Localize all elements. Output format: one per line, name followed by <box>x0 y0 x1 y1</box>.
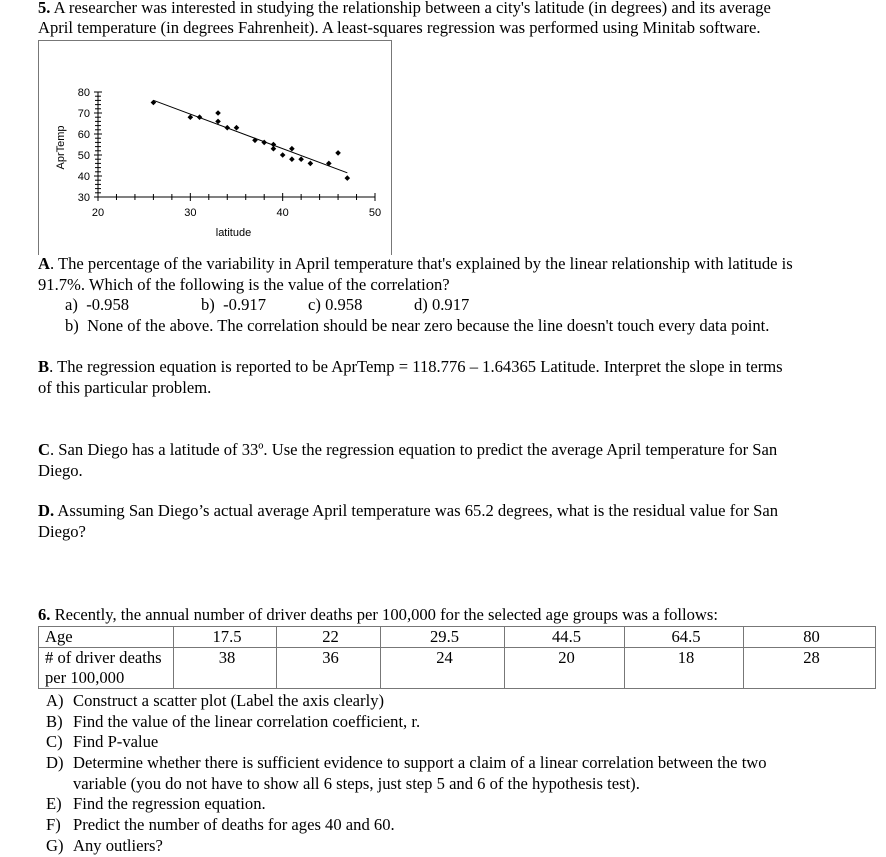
data-point-marker <box>252 138 258 144</box>
q6-intro <box>38 605 718 626</box>
item-text: Find P-value <box>73 732 159 751</box>
data-point-marker <box>289 146 295 152</box>
row-header-age: Age <box>39 627 174 648</box>
item-text: Find the value of the linear correlation coefficient, r. <box>73 712 421 731</box>
y-tick-label: 30 <box>77 192 90 204</box>
part-a-label: A <box>38 254 50 273</box>
y-axis-label: AprTemp <box>55 125 67 170</box>
q6-item-f <box>46 815 395 836</box>
data-point-marker <box>345 175 351 181</box>
y-tick-label: 50 <box>77 150 90 162</box>
data-point-marker <box>289 156 295 162</box>
x-tick-label: 50 <box>368 207 382 219</box>
part-c-text2: Diego. <box>38 461 83 480</box>
item-marker: F) <box>46 815 61 834</box>
item-text: Any outliers? <box>73 836 163 855</box>
q5-intro-text2: April temperature (in degrees Fahrenheit). A least-squares regression was performed using Minitab software. <box>38 18 761 37</box>
data-point-marker <box>197 114 203 120</box>
table-cell: 80 <box>744 627 876 648</box>
table-cell: 28 <box>744 648 876 689</box>
item-text: Predict the number of deaths for ages 40 and 60. <box>73 815 395 834</box>
part-c-label: C <box>38 440 50 459</box>
q6-intro-text: Recently, the annual number of driver deaths per 100,000 for the selected age groups was a follows: <box>50 605 718 624</box>
table-cell: 64.5 <box>625 627 744 648</box>
driver-deaths-table <box>38 626 876 689</box>
part-b-line2 <box>38 378 211 399</box>
part-d-text2: Diego? <box>38 522 86 541</box>
data-point-marker <box>215 110 221 116</box>
option-c[interactable] <box>308 295 362 316</box>
table-row-deaths <box>39 648 876 689</box>
table-cell: 36 <box>277 648 381 689</box>
option-d[interactable] <box>414 295 469 316</box>
y-tick-label: 60 <box>77 129 90 141</box>
q6-item-e <box>46 794 266 815</box>
x-tick-label: 40 <box>276 207 289 219</box>
option-b-text: -0.917 <box>223 295 266 314</box>
x-tick-label: 30 <box>184 207 197 219</box>
item-marker: C) <box>46 732 63 751</box>
part-c-text: . San Diego has a latitude of 33º. Use the regression equation to predict the average April temperature for San <box>49 440 778 459</box>
table-cell: 18 <box>625 648 744 689</box>
option-a-text: -0.958 <box>86 295 130 314</box>
table-cell: 38 <box>174 648 277 689</box>
item-text: Determine whether there is sufficient evidence to support a claim of a linear correlation between the two <box>73 753 767 772</box>
data-point-marker <box>280 152 286 158</box>
option-none-marker: b) <box>65 316 79 335</box>
row-header-deaths: # of driver deaths per 100,000 <box>39 648 174 689</box>
option-c-text: 0.958 <box>325 295 363 314</box>
item-text: Construct a scatter plot (Label the axis clearly) <box>73 691 385 710</box>
part-b-text2: of this particular problem. <box>38 378 212 397</box>
q6-item-a <box>46 691 384 712</box>
option-a[interactable] <box>65 295 129 314</box>
q6-item-d <box>46 753 767 774</box>
item-marker: E) <box>46 794 62 813</box>
y-tick-label: 40 <box>77 171 90 183</box>
item-marker: G) <box>46 836 64 855</box>
part-a-text2: 91.7%. Which of the following is the value of the correlation? <box>38 275 450 294</box>
item-text-continued: variable (you do not have to show all 6 steps, just step 5 and 6 of the hypothesis test). <box>73 774 640 793</box>
item-marker: A) <box>46 691 64 710</box>
data-point-marker <box>308 161 314 167</box>
table-cell: 29.5 <box>381 627 505 648</box>
data-point-marker <box>261 140 267 146</box>
part-b-label: B <box>38 357 50 376</box>
option-d-text: 0.917 <box>431 295 470 314</box>
q6-item-b <box>46 712 420 733</box>
part-c-line1 <box>38 440 777 461</box>
y-tick-label: 80 <box>77 87 90 99</box>
data-point-marker <box>234 125 240 131</box>
option-c-marker: c) <box>308 295 321 314</box>
option-a-marker: a) <box>65 295 78 314</box>
data-point-marker <box>224 125 230 131</box>
option-d-marker: d) <box>414 295 428 314</box>
y-tick-label: 70 <box>77 108 90 120</box>
q5-intro-line2 <box>38 18 761 39</box>
data-point-marker <box>298 156 304 162</box>
item-marker: D) <box>46 753 64 772</box>
table-cell: 17.5 <box>174 627 277 648</box>
option-none[interactable] <box>65 316 769 337</box>
scatter-plot-svg <box>39 41 393 256</box>
q5-intro-text: A researcher was interested in studying the relationship between a city's latitude (in degrees) and its average <box>50 0 771 17</box>
option-none-text: None of the above. The correlation should be near zero because the line doesn't touch every data point. <box>87 316 770 335</box>
part-d-line1 <box>38 501 778 522</box>
part-a-line2 <box>38 275 450 296</box>
part-d-label: D. <box>38 501 55 520</box>
q5-number: 5. <box>38 0 51 17</box>
data-point-marker <box>335 150 341 156</box>
item-marker: B) <box>46 712 63 731</box>
option-b-marker: b) <box>201 295 215 314</box>
scatter-chart <box>38 40 392 255</box>
q6-item-d-cont <box>73 774 640 795</box>
table-cell: 20 <box>505 648 625 689</box>
part-c-line2 <box>38 461 83 482</box>
part-b-line1 <box>38 357 783 378</box>
table-cell: 44.5 <box>505 627 625 648</box>
part-d-line2 <box>38 522 86 543</box>
part-a-line1 <box>38 254 793 275</box>
q5-intro-line1 <box>38 0 771 19</box>
q6-item-g <box>46 836 163 857</box>
item-text: Find the regression equation. <box>73 794 266 813</box>
part-a-options <box>65 295 470 316</box>
table-cell: 22 <box>277 627 381 648</box>
x-axis-label: latitude <box>215 227 252 239</box>
table-row-age <box>39 627 876 648</box>
q6-item-c <box>46 732 158 753</box>
q6-number: 6. <box>38 605 51 624</box>
part-d-text: Assuming San Diego’s actual average April temperature was 65.2 degrees, what is the residual value for San <box>54 501 779 520</box>
table-cell: 24 <box>381 648 505 689</box>
data-point-marker <box>271 146 277 152</box>
part-b-text: . The regression equation is reported to be AprTemp = 118.776 – 1.64365 Latitude. Interpret the slope in terms <box>49 357 783 376</box>
regression-line <box>153 100 347 172</box>
x-tick-label: 20 <box>91 207 105 219</box>
option-b[interactable] <box>201 295 266 316</box>
part-a-text: . The percentage of the variability in April temperature that's explained by the linear relationship with latitude is <box>49 254 793 273</box>
